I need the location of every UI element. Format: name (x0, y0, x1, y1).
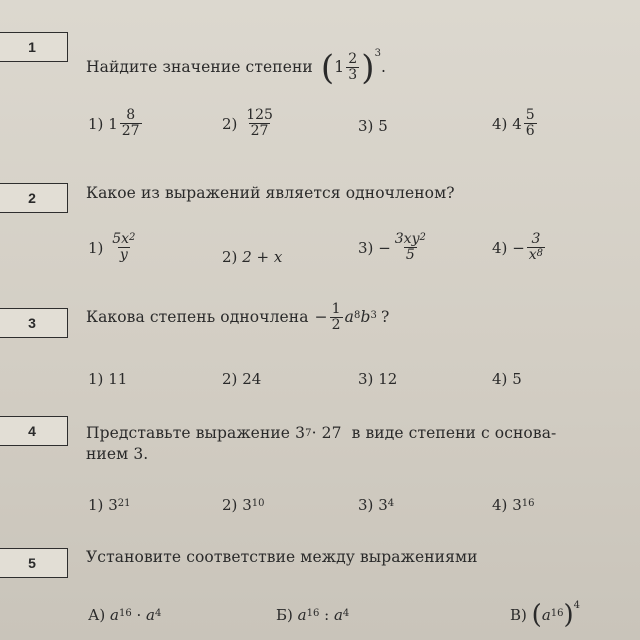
question-number-4: 4 (0, 416, 68, 446)
q5-option-b[interactable]: Б) a $^{16}$ : a $^4$ (276, 606, 350, 624)
question-1-expression: ( 1 $\frac{2}{3}$ ) $^3$ . (320, 47, 387, 88)
q4-option-2[interactable]: 2) 3 $^{10}$ (222, 496, 265, 514)
question-number-3: 3 (0, 308, 68, 338)
q3-option-1[interactable]: 1) 11 (88, 370, 128, 388)
q2-option-4[interactable]: 4) − $\frac{3}{x^8}$ (492, 231, 544, 263)
q4-option-3[interactable]: 3) 3 $^4$ (358, 496, 395, 514)
q1-option-1[interactable]: 1) 1 $\frac{8}{27}$ (88, 107, 140, 139)
q2-option-2[interactable]: 2) 2 + x (222, 248, 283, 266)
q2-option-1[interactable]: 1) $\frac{5x^2}{y}$ (88, 231, 136, 263)
question-3-expression: − $\frac{1}{2}$ a $^8$ b $^3$ ? (314, 301, 390, 333)
q1-option-3[interactable]: 3) 5 (358, 117, 388, 135)
q1-option-4[interactable]: 4) 4 $\frac{5}{6}$ (492, 107, 535, 139)
question-1-text: Найдите значение степени ( 1 $\frac{2}{3}$ ) $^3$ . (86, 47, 387, 88)
q3-option-4[interactable]: 4) 5 (492, 370, 522, 388)
question-number-2: 2 (0, 183, 68, 213)
q4-option-1[interactable]: 1) 3 $^{21}$ (88, 496, 131, 514)
q2-option-3[interactable]: 3) − $\frac{3xy^2}{5}$ (358, 231, 426, 263)
q3-option-2[interactable]: 2) 24 (222, 370, 262, 388)
question-number-5: 5 (0, 548, 68, 578)
question-number-1: 1 (0, 32, 68, 62)
q4-option-4[interactable]: 4) 3 $^{16}$ (492, 496, 535, 514)
q1-option-2[interactable]: 2) $\frac{125}{27}$ (222, 107, 273, 139)
question-2-text: Какое из выражений является одночленом? (86, 184, 455, 202)
q5-option-v[interactable]: В) ( a $^{16}$ ) $^4$ (510, 599, 581, 630)
q3-option-3[interactable]: 3) 12 (358, 370, 398, 388)
question-4-text: Представьте выражение 3 $^7$ · 27 в виде степени с основа- нием 3. (86, 424, 557, 463)
q5-option-a[interactable]: А) a $^{16}$ · a $^4$ (88, 606, 162, 624)
question-5-text: Установите соответствие между выражениями (86, 548, 478, 566)
question-3-text: Какова степень одночлена − $\frac{1}{2}$ a $^8$ b $^3$ ? (86, 301, 390, 333)
